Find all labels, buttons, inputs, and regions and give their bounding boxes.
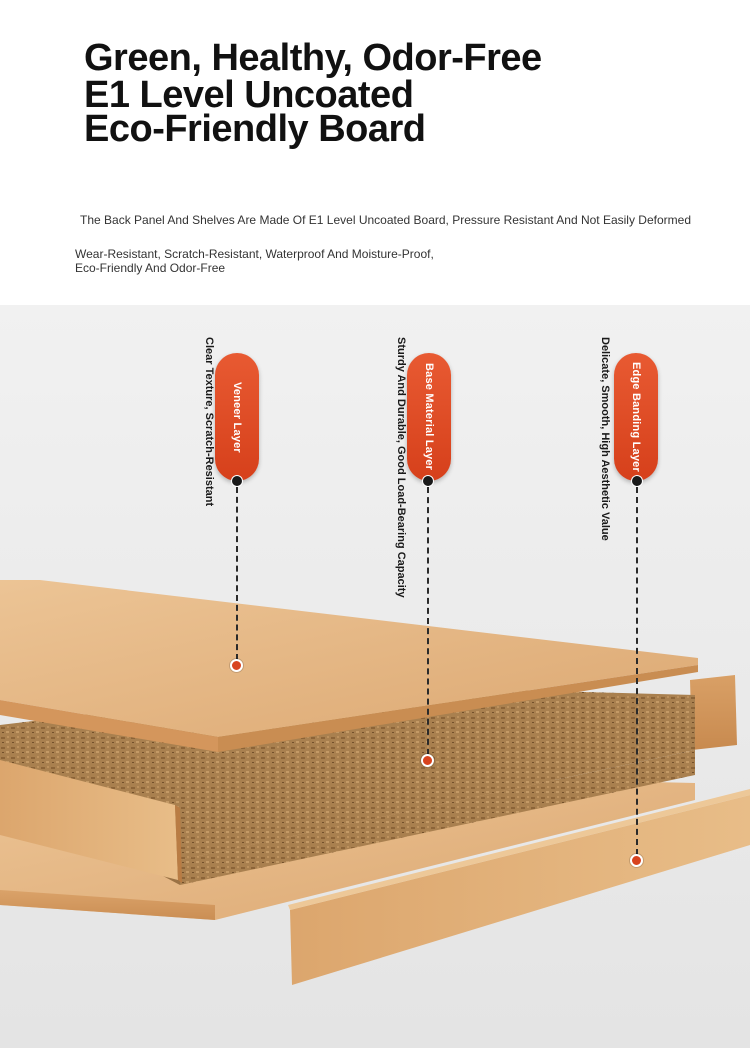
base-leader-line bbox=[427, 487, 429, 755]
base-layer-label: Base Material Layer bbox=[423, 363, 435, 471]
veneer-top-marker bbox=[231, 475, 243, 487]
base-top-marker bbox=[422, 475, 434, 487]
veneer-layer-note: Clear Texture, Scratch-Resistant bbox=[203, 337, 215, 507]
veneer-point-marker bbox=[230, 659, 243, 672]
base-layer-note: Sturdy And Durable, Good Load-Bearing Capacity bbox=[395, 337, 407, 598]
features-line-1: Wear-Resistant, Scratch-Resistant, Waterproof And Moisture-Proof, bbox=[75, 247, 434, 261]
board-layers-illustration bbox=[0, 305, 750, 1048]
right-edge-strip bbox=[690, 675, 737, 750]
features-description bbox=[75, 247, 434, 275]
base-layer-pill bbox=[407, 353, 451, 481]
edge-layer-pill bbox=[614, 353, 658, 481]
veneer-layer-label: Veneer Layer bbox=[231, 381, 243, 453]
veneer-layer-pill bbox=[215, 353, 259, 481]
headline-line-1: Green, Healthy, Odor-Free bbox=[84, 37, 542, 79]
headline bbox=[84, 37, 542, 150]
base-point-marker bbox=[421, 754, 434, 767]
edge-point-marker bbox=[630, 854, 643, 867]
headline-line-2: E1 Level Uncoated bbox=[84, 74, 414, 116]
panel-description: The Back Panel And Shelves Are Made Of E1 Level Uncoated Board, Pressure Resistant And Not Easily Deformed bbox=[80, 213, 691, 227]
hero-section bbox=[0, 0, 750, 305]
edge-top-marker bbox=[631, 475, 643, 487]
edge-leader-line bbox=[636, 487, 638, 855]
features-line-2: Eco-Friendly And Odor-Free bbox=[75, 261, 226, 275]
edge-layer-label: Edge Banding Layer bbox=[630, 362, 642, 472]
edge-layer-note: Delicate, Smooth, High Aesthetic Value bbox=[599, 337, 611, 541]
headline-line-3: Eco-Friendly Board bbox=[84, 108, 426, 150]
veneer-leader-line bbox=[236, 487, 238, 660]
